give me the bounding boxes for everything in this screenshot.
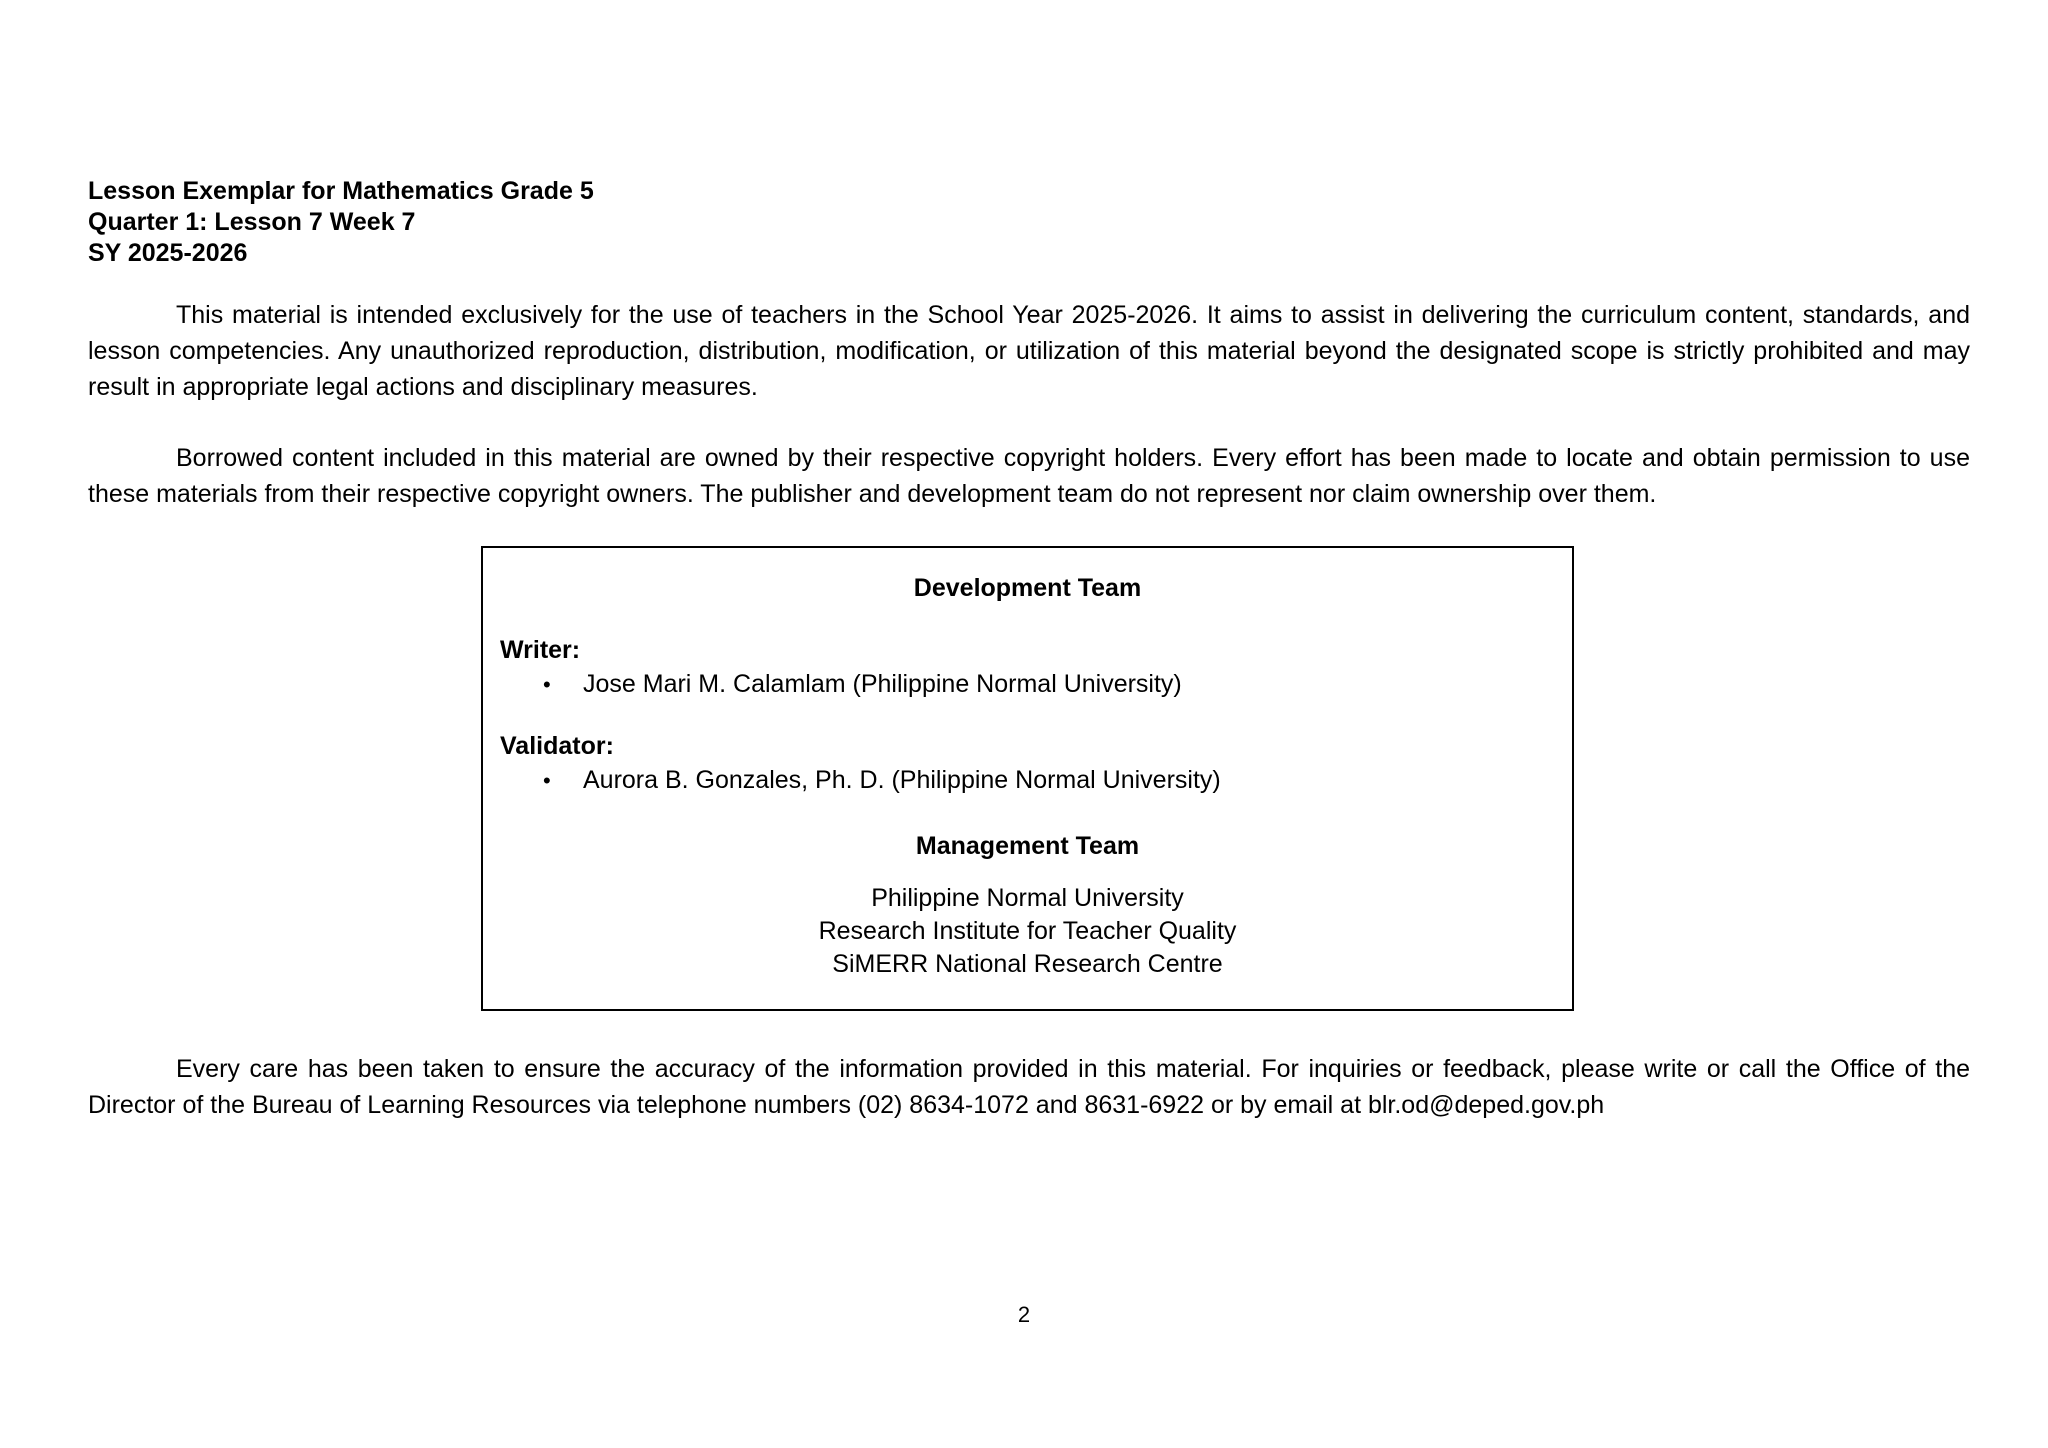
document-header [88, 176, 594, 269]
writer-name: Jose Mari M. Calamlam (Philippine Normal University) [583, 670, 1182, 698]
development-team-heading: Development Team [913, 574, 1142, 602]
writer-list-item [543, 670, 1182, 699]
management-line-centre: SiMERR National Research Centre [832, 950, 1223, 978]
inquiries-paragraph: Every care has been taken to ensure the accuracy of the information provided in this material. For inquiries or feedback, please write or call the Office of the Director of the Bureau of Learning Resources via telephone numbers (02) 8634-1072 and 8631-6922 or by email at blr.od@deped.gov.ph [88, 1055, 1970, 1119]
management-team-list [483, 882, 1572, 981]
document-title: Lesson Exemplar for Mathematics Grade 5 [88, 177, 594, 205]
validator-name: Aurora B. Gonzales, Ph. D. (Philippine Normal University) [583, 766, 1221, 794]
management-line-university: Philippine Normal University [871, 884, 1184, 912]
borrowed-content-paragraph: Borrowed content included in this material are owned by their respective copyright holders. Every effort has been made to locate and obtain permission to use these materials from their respective copyright owners. The publisher and development team do not represent nor claim ownership over them. [88, 444, 1970, 508]
validator-list-item [543, 766, 1221, 795]
school-year: SY 2025-2026 [88, 239, 248, 267]
writer-label: Writer: [500, 636, 581, 664]
bullet-icon: • [543, 768, 551, 793]
team-box [481, 546, 1574, 1011]
management-team-heading: Management Team [915, 832, 1140, 860]
validator-label: Validator: [500, 732, 614, 760]
quarter-lesson-week: Quarter 1: Lesson 7 Week 7 [88, 208, 416, 236]
page-number: 2 [1017, 1302, 1031, 1327]
bullet-icon: • [543, 672, 551, 697]
management-line-institute: Research Institute for Teacher Quality [818, 917, 1237, 945]
intended-use-paragraph: This material is intended exclusively for the use of teachers in the School Year 2025-2026. It aims to assist in delivering the curriculum content, standards, and lesson competencies. Any unauthorized reproduction, distribution, modification, or utilization of this material beyond the designated scope is strictly prohibited and may result in appropriate legal actions and disciplinary measures. [88, 301, 1970, 401]
